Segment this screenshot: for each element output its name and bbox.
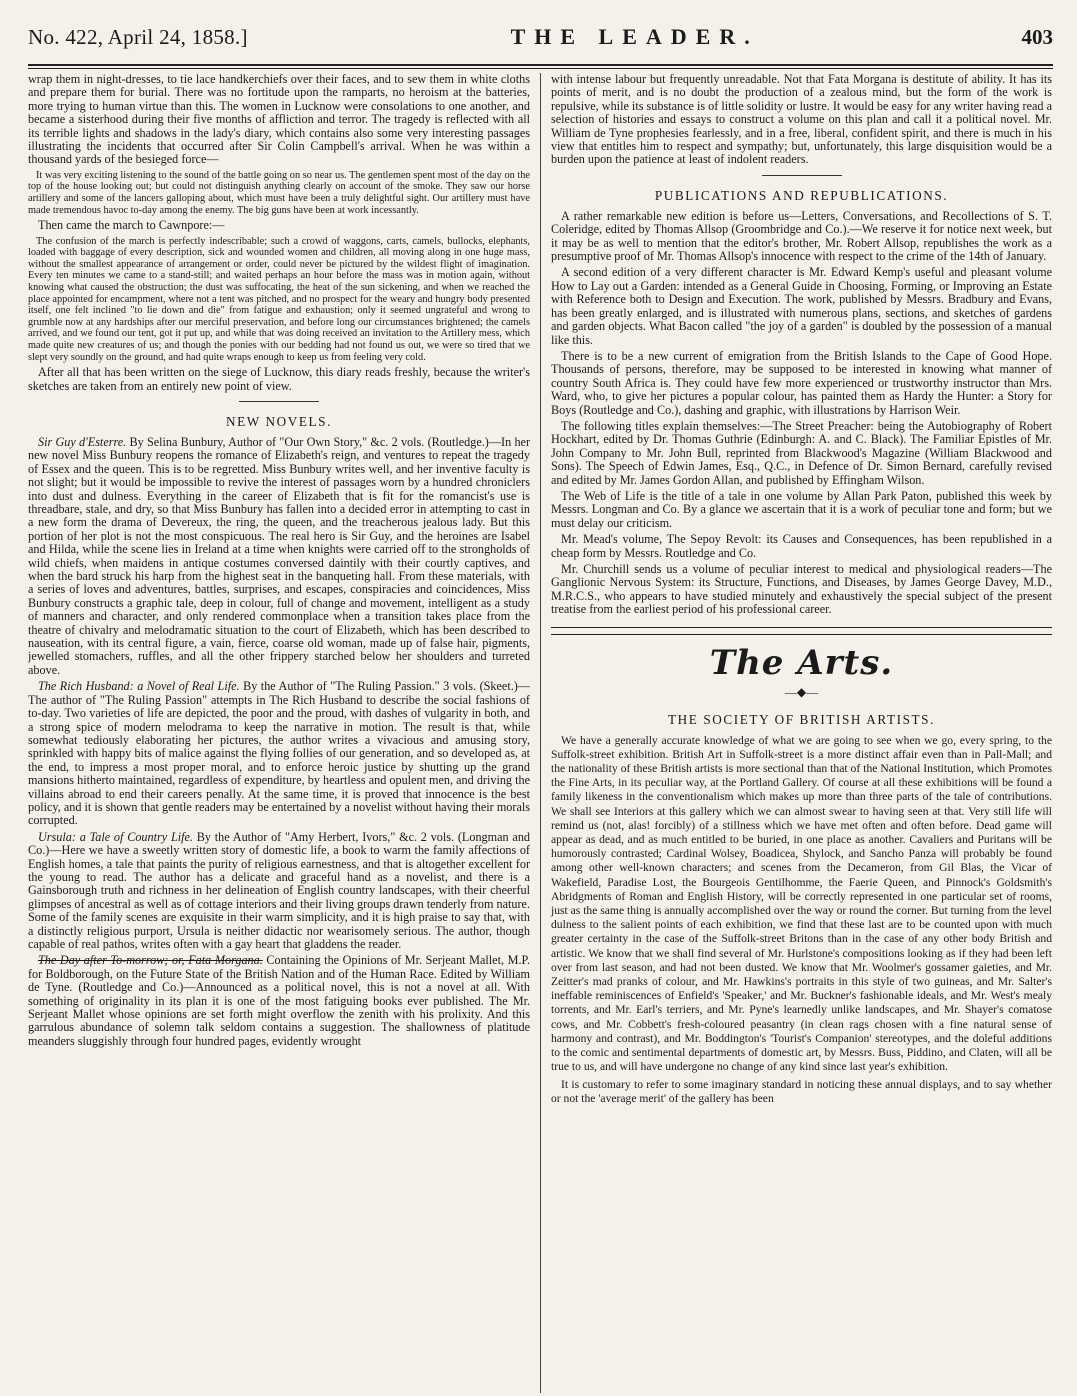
pub-web-of-life: The Web of Life is the title of a tale in one volume by Allan Park Paton, published this week by Messrs. Longman and Co. By a glance we ascertain that it is a work of peculiar tone and form; but we must delay our criticism. xyxy=(551,488,1052,530)
new-novels-heading: NEW NOVELS. xyxy=(226,413,332,429)
diary-closing-paragraph: After all that has been written on the siege of Lucknow, this diary reads freshly, because the writer's sketches are taken from an entirely new point of view. xyxy=(28,365,530,393)
pub-coleridge: A rather remarkable new edition is before us—Letters, Conversations, and Recollections of S. T. Coleridge, edited by Thomas Allsop (Groombridge and Co.).—We reserve it for notice next week, but it may be as well to mention that the editor's brother, Mr. Robert Allsop, republishes the work as a presumptive proof of Mr. Thomas Allsop's innocence with respect to the crime of the 14th of January. xyxy=(551,208,1052,264)
novel-title: The Rich Husband: a Novel of Real Life. xyxy=(38,679,240,694)
novel-review-text: By Selina Bunbury, Author of "Our Own Story," &c. 2 vols. (Routledge.)—In her new novel Miss Bunbury reopens the romance of Elizabeth's reign, and ventures to repeat the tragedy of Essex and the queen. This is to be regretted. Miss Bunbury writes well, and her inventive faculty is not slight; but it would be impossible to revive the interest of passages worn by a hundred chroniclers into dust and dulness. Everything in the career of Elizabeth that is fit for the romancist's use is threadbare, stale, and dry, so that Miss Bunbury has fallen into a decided error in attempting to cast in a new form the drama of Devereux, the ring, the queen, and the treacherous jealous lady. But this portion of her plot is not the most conspicuous. The real hero is Sir Guy, and the heroines are Isabel and Hilda, while the scene lies in Ireland at a time when knights were carried off to the strongholds of wild chiefs, when maidens in antique costumes conversed daintily with their courtly captives, and when the bard struck his harp from the highest seat in the banqueting hall. From these materials, with a series of loves and adventures, battles, surprises, and escapes, conspiracies and coincidences, Miss Bunbury constructs a graphic tale, deep in colour, full of change and movement, intelligent as a study of manners and character, and only rendered commonplace when a transition takes place from the theatre of chivalry and melodramatic situation to the court of Elizabeth, which has been described to nauseation, with its central figure, a vain, fierce, coarse old woman, made up of false hair, pigments, jewelled stomachers, ruffles, and all the other frippery starched below her shoulders and turreted above. xyxy=(28,434,531,677)
battle-quote: It was very exciting listening to the sound of the battle going on so near us. The gentlemen spent most of the day on the top of the house looking out; but could not distinguish anything clearly on account of the smoke. They saw our horse artillery and some of the lancers galloping about, which must have been a truly delightful sight. Our artillery must have made tremendous havoc to-day among the enemy. The big guns have been at work incessantly. xyxy=(28,169,530,216)
march-quote: The confusion of the march is perfectly indescribable; such a crowd of waggons, carts, camels, bullocks, elephants, loaded with baggage of every description, sick and wounded women and children, all moving along in one huge mass, without the smallest appearance of arrangement or order, could never be pictured by the wildest flight of imagination. Every ten minutes we came to a stand-still; and waited perhaps an hour before the mass was in motion again, without knowing what caused the obstruction; the dust was suffocating, the heat of the sun sickening, and when we reached the place appointed for encampment, where not a tent was pitched, and no prospect for the weary and hungry body presented itself, one felt inclined "to lie down and die" from fatigue and exhaustion; only it seemed ungrateful and wrong to grumble now at any hardships after our merciful preservation, and before long our circumstances brightened; the camels arrived, and we found our tent, got it put up, and while that was doing received an invitation to the Artillery mess, which made quite new creatures of us; and though the ponies with our bedding had not found us out, we were so tired that we slept very soundly on the ground, and had quite wraps enough to keep us from feeling very cold. xyxy=(28,235,530,363)
novel-review-rich-husband xyxy=(28,680,530,827)
novel-review-text: By the Author of "Amy Herbert, Ivors," &c. 2 vols. (Longman and Co.)—Here we have a sweetly written story of domestic life, a book to warm the family affections of English homes, a tale that paints the purity of religious earnestness, and that is altogether excellent for the young to read. The author has a delicate and graceful hand as a novelist, and there is a Gainsborough truth and richness in her delineation of English country landscapes, with their cheerful glimpses of ancestral as well as of cottage interiors and their living groups drawn tenderly from nature. Some of the family scenes are exquisite in their warm simplicity, and it is high praise to say that, with a distinctly religious purport, Ursula is neither didactic nor wearisomely serious. The author, though capable of real pathos, writes often with a gay heart that gladdens the reader. xyxy=(28,829,531,951)
publications-heading: PUBLICATIONS AND REPUBLICATIONS. xyxy=(654,187,949,203)
novel-title: Sir Guy d'Esterre. xyxy=(38,434,127,449)
masthead xyxy=(28,24,1053,64)
arts-section-title: The Arts. xyxy=(709,642,894,683)
pub-garden: A second edition of a very different character is Mr. Edward Kemp's useful and pleasant volume How to Lay out a Garden: intended as a General Guide in Choosing, Forming, or Improving an Estate with Reference both to Design and Execution. The work, published by Messrs. Bradbury and Evans, has been greatly enlarged, and is illustrated with numerous plans, sections, and sketches of gardens and garden objects. What Bacon called "the joy of a garden" is doubled by the possession of a manual like this. xyxy=(551,265,1052,347)
arts-section-rule xyxy=(551,627,1052,635)
issue-date: No. 422, April 24, 1858.] xyxy=(28,25,248,49)
novel-review-text: Containing the Opinions of Mr. Serjeant Mallet, M.P. for Boldborough, on the Future State of the British Nation and of the Human Race. Edited by William de Tyne. (Routledge and Co.)—Announced as a political novel, this is not a novel at all. With something of originality in its plan it is one of the most fatiguing books ever published. The Mr. Serjeant Mallet whose opinions are set forth might overflow the zenith with his prolixity. And this garrulous abundance of solemn talk seldom contains a suggestion. The shallowness of platitude meanders sluggishly through four hundred pages, evidently wrought xyxy=(28,953,530,1048)
lucknow-diary-paragraph: wrap them in night-dresses, to tie lace handkerchiefs over their faces, and to sew them in white cloths and prepare them for burial. There was no fortitude upon the ramparts, no heroism at the batteries, more trying to human virtue than this. The women in Lucknow were consolations to one another, and became a sisterhood during their five months of affliction and terror. The tragedy is reflected with all its terrible lights and shadows in the lady's diary, which contains also some very interesting passages illustrating the incidents that occurred after Sir Colin Campbell's arrival. When he was within a thousand yards of the besieged force— xyxy=(28,73,530,167)
right-column xyxy=(540,73,1052,1393)
ornament-divider: —◆— xyxy=(784,684,819,699)
left-column xyxy=(28,73,540,1393)
pub-titles: The following titles explain themselves:—The Street Preacher: being the Autobiography of Robert Hockhart, edited by Dr. Thomas Guthrie (Edinburgh: A. and C. Black). The Familiar Epistles of Mr. John Company to Mr. John Bull, reprinted from Blackwood's Magazine (William Blackwood and Sons). The Speech of Edwin James, Esq., Q.C., in Defence of Dr. Simon Bernard, carefully revised and edited by Mr. James Gordon Allan, and published by Effingham Wilson. xyxy=(551,418,1052,487)
march-intro: Then came the march to Cawnpore:— xyxy=(38,218,225,233)
arts-paragraph: We have a generally accurate knowledge of what we are going to see when we go, every spring, to the Suffolk-street exhibition. British Art in Suffolk-street is a more distinct affair even than in Pall-Mall; and the nationality of these British artists is more sectional than that of the National Institution, which Promotes the Fine Arts, in its peculiar way, at the Portland Gallery. Of course at all these exhibitions will be found a family likeness in the conventionalism which makes up more than three parts of the tale of contributions. We shall see Interiors at this gallery which we can almost swear to having seen at that. Very still life will remind us (not, alas! forcibly) of a stillness which we have met often and often before. Dead game will appear as dead, and as much entitled to be buried, in one place as another. Cavaliers and Puritans will be humorously contrasted; Cardinal Wolsey, Boadicea, Shylock, and Sancho Panza will probably be found among other well-known characters; and scenes from the Decameron, from Gil Blas, the Vicar of Wakefield, Paradise Lost, the Bourgeois Gentilhomme, the Faerie Queen, and Pinnock's Goldsmith's Abridgments of Roman and English History, will be correctly represented in one particular set of rooms, just as the same thing is annually accomplished over the way or round the corner. But turning from the level dulness to the salient points of each exhibition, we find that these last are to be counted upon with much greater certainty in the case of the Suffolk-street Britons than in the case of any other body British and artistic. We know that we shall find several of Mr. Hurlstone's compositions looking as if they had been left over from last season, and had not been dusted. We know that Mr. Woolmer's gossamer gaieties, and Mr. Zeitter's mad pranks of colour, and Mr. Hawkins's portraits in this style of two guineas, and Mr. Salter's ineffable reminiscences of Enfield's 'Speaker,' and Mr. Buckner's fashionable ideals, and Mr. West's mealy torrents, and Mr. Earl's terriers, and Mr. Pyne's learnedly unlike landscapes, and Mr. Shayer's comatose cows, and Mr. Cobbett's fresh-coloured peasantry (in clean rags chosen with a fine natural sense of harmony and contrast), and Mr. Boddington's 'Tourist's Companion' stereotypes, and the doleful additions to the comic and sentimental departments of domestic art, by Messrs. Buss, Piddino, and Claten, will all be true to us, and will have undergone no change of any kind since last year's exhibition. xyxy=(551,733,1052,1074)
section-divider xyxy=(762,175,842,176)
columns xyxy=(28,73,1053,1393)
fata-morgana-continued: with intense labour but frequently unreadable. Not that Fata Morgana is destitute of ability. It has its points of merit, and is no doubt the production of a zealous mind, but the form of the work is repulsive, while its substance is of little solidity or lustre. It would be easy for any writer having read a selection of histories and essays to construct a volume on this plan and call it a political novel. Mr. William de Tyne prophesies fearlessly, and in a free, liberal, confident spirit, and there is much in his view that entitles him to respect and sympathy; but, unfortunately, this large disquisition would be a burden upon the patience at least of indolent readers. xyxy=(551,73,1052,167)
page-number: 403 xyxy=(1021,25,1053,49)
arts-paragraph: It is customary to refer to some imaginary standard in noticing these annual displays, and to say whether or not the 'average merit' of the gallery has been xyxy=(551,1077,1052,1105)
masthead-rule xyxy=(28,64,1053,69)
pub-emigration: There is to be a new current of emigration from the British Islands to the Cape of Good Hope. Thousands of persons, therefore, may be supposed to be interested in knowing what manner of country South Africa is. They could have few more experienced or trustworthy instructor than Mrs. Ward, who, to give her pictures a popular colour, has painted them as Hardy the Hunter: a Story for Boys (Routledge and Co.), dashing and graphic, with illustrations by Harrison Weir. xyxy=(551,348,1052,417)
novel-review-ursula xyxy=(28,831,530,952)
arts-article xyxy=(551,734,1052,1106)
newspaper-title: THE LEADER. xyxy=(510,24,759,49)
novel-title: The Day after To-morrow; or, Fata Morgana. xyxy=(38,953,263,968)
novel-review-sir-guy xyxy=(28,436,530,677)
novel-review-text: By the Author of "The Ruling Passion." 3 vols. (Skeet.)—The author of "The Ruling Passion" attempts in The Rich Husband to describe the social fashions of to-day. Two varieties of life are depicted, the poor and the proud, with dashes of vulgarity in both, and a strong spice of modern melodrama to keep the narrative in motion. The result is that, while somewhat tediously elaborating her pictures, the author writes a vivacious and amusing story, sprinkled with happy bits of malice against the flying follies of our generation, and so developed as, at the end, to impress a most proper moral, and to enforce heroic justice by shutting up the grand mansions hitherto maintained, regardless of expenditure, by heartless and opulent men, and driving the villains abroad to end their careers penally. At the same time, it is proved that innocence is the best policy, and it is shown that gentle readers may be entertained by a novelist without having their morals corrupted. xyxy=(28,679,530,828)
society-heading: THE SOCIETY OF BRITISH ARTISTS. xyxy=(667,711,936,727)
novel-title: Ursula: a Tale of Country Life. xyxy=(38,829,193,844)
pub-sepoy-revolt: Mr. Mead's volume, The Sepoy Revolt: its Causes and Consequences, has been republished in a cheap form by Messrs. Routledge and Co. xyxy=(551,532,1052,560)
novel-review-fata-morgana xyxy=(28,954,530,1048)
section-divider xyxy=(239,401,319,402)
pub-ganglionic: Mr. Churchill sends us a volume of peculiar interest to medical and physiological readers—The Ganglionic Nervous System: its Structure, Functions, and Diseases, by James George Davey, M.D., M.R.C.S., who appears to have studied minutely and exhaustively the special subject of the present treatise from the earliest period of his professional career. xyxy=(551,562,1052,617)
